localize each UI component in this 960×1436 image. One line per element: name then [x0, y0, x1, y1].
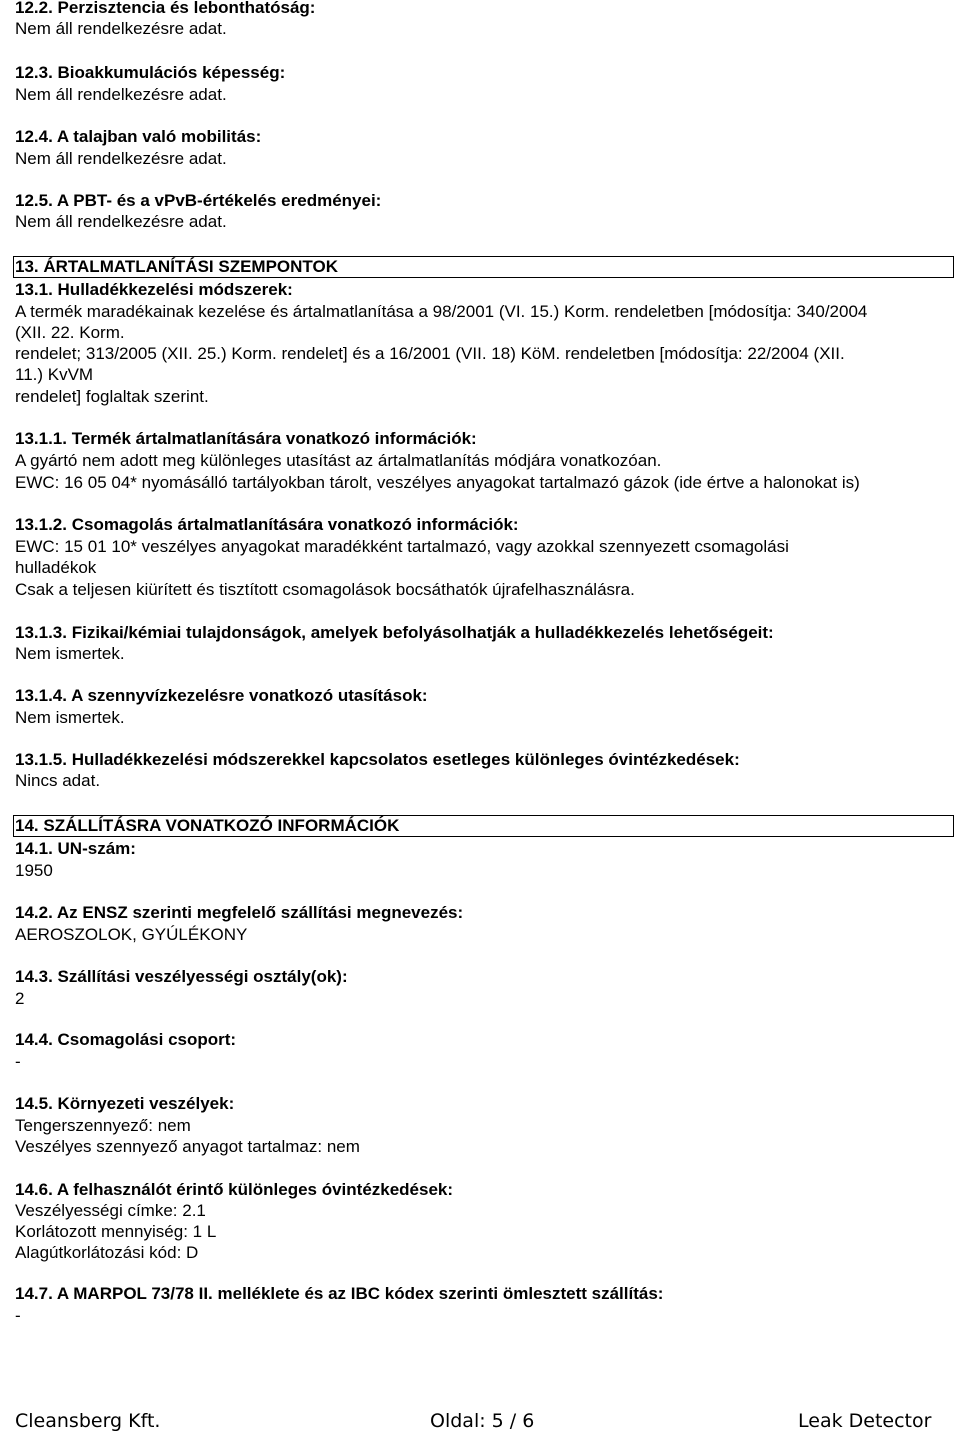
- text-14-6-line: Alagútkorlátozási kód: D: [15, 1243, 199, 1262]
- heading-14-6: 14.6. A felhasználót érintő különleges óvintézkedések:: [15, 1180, 454, 1199]
- text-13-1-2-line: Csak a teljesen kiürített és tisztított csomagolások bocsáthatók újrafelhasználásra.: [15, 580, 635, 599]
- text-12-3: Nem áll rendelkezésre adat.: [15, 85, 227, 104]
- text-13-1-line: rendelet] foglaltak szerint.: [15, 387, 209, 406]
- heading-14-1: 14.1. UN-szám:: [15, 839, 136, 858]
- text-14-3: 2: [15, 989, 25, 1008]
- heading-14-2: 14.2. Az ENSZ szerinti megfelelő szállítási megnevezés:: [15, 903, 464, 922]
- heading-13-1-4: 13.1.4. A szennyvízkezelésre vonatkozó utasítások:: [15, 686, 428, 705]
- text-13-1-line: (XII. 22. Korm.: [15, 323, 125, 342]
- footer-product-name: Leak Detector: [798, 1410, 932, 1432]
- section-14-title: 14. SZÁLLÍTÁSRA VONATKOZÓ INFORMÁCIÓK: [15, 816, 400, 835]
- heading-13-1-2: 13.1.2. Csomagolás ártalmatlanítására vonatkozó információk:: [15, 515, 519, 534]
- text-12-4: Nem áll rendelkezésre adat.: [15, 149, 227, 168]
- footer-company: Cleansberg Kft.: [15, 1410, 161, 1432]
- heading-12-4: 12.4. A talajban való mobilitás:: [15, 127, 262, 146]
- heading-12-3: 12.3. Bioakkumulációs képesség:: [15, 63, 286, 82]
- text-14-4: -: [15, 1052, 21, 1071]
- text-14-2: AEROSZOLOK, GYÚLÉKONY: [15, 925, 248, 944]
- text-13-1-line: rendelet; 313/2005 (XII. 25.) Korm. rendelet] és a 16/2001 (VII. 18) KöM. rendeletben [módosítja: 22/2004 (XII.: [15, 344, 845, 363]
- text-13-1-2-line: hulladékok: [15, 558, 97, 577]
- footer-page-number: Oldal: 5 / 6: [430, 1410, 535, 1432]
- heading-14-3: 14.3. Szállítási veszélyességi osztály(ok):: [15, 967, 348, 986]
- text-13-1-4: Nem ismertek.: [15, 708, 125, 727]
- text-12-2: Nem áll rendelkezésre adat.: [15, 19, 227, 38]
- text-14-1: 1950: [15, 861, 53, 880]
- text-13-1-2-line: EWC: 15 01 10* veszélyes anyagokat maradékként tartalmazó, vagy azokkal szennyezett csomagolási: [15, 537, 789, 556]
- text-13-1-3: Nem ismertek.: [15, 644, 125, 663]
- text-13-1-line: A termék maradékainak kezelése és ártalmatlanítása a 98/2001 (VI. 15.) Korm. rendeletben [módosítja: 340/2004: [15, 302, 868, 321]
- section-13-title: 13. ÁRTALMATLANÍTÁSI SZEMPONTOK: [15, 257, 338, 276]
- heading-13-1-3: 13.1.3. Fizikai/kémiai tulajdonságok, amelyek befolyásolhatják a hulladékkezelés lehetőségeit:: [15, 623, 774, 642]
- text-14-5-line: Veszélyes szennyező anyagot tartalmaz: nem: [15, 1137, 360, 1156]
- text-14-6-line: Veszélyességi címke: 2.1: [15, 1201, 206, 1220]
- heading-14-4: 14.4. Csomagolási csoport:: [15, 1030, 237, 1049]
- text-14-5-line: Tengerszennyező: nem: [15, 1116, 191, 1135]
- text-12-5: Nem áll rendelkezésre adat.: [15, 212, 227, 231]
- text-14-7: -: [15, 1306, 21, 1325]
- heading-13-1: 13.1. Hulladékkezelési módszerek:: [15, 280, 293, 299]
- text-13-1-line: 11.) KvVM: [15, 365, 94, 384]
- text-13-1-1-line: EWC: 16 05 04* nyomásálló tartályokban tárolt, veszélyes anyagokat tartalmazó gázok (ide értve a halonokat is): [15, 473, 860, 492]
- heading-14-5: 14.5. Környezeti veszélyek:: [15, 1094, 235, 1113]
- heading-13-1-5: 13.1.5. Hulladékkezelési módszerekkel kapcsolatos esetleges különleges óvintézkedések:: [15, 750, 740, 769]
- text-13-1-5: Nincs adat.: [15, 771, 101, 790]
- heading-12-5: 12.5. A PBT- és a vPvB-értékelés eredményei:: [15, 191, 382, 210]
- text-13-1-1-line: A gyártó nem adott meg különleges utasítást az ártalmatlanítás módjára vonatkozóan.: [15, 451, 662, 470]
- heading-13-1-1: 13.1.1. Termék ártalmatlanítására vonatkozó információk:: [15, 429, 477, 448]
- heading-12-2: 12.2. Perzisztencia és lebonthatóság:: [15, 0, 316, 17]
- heading-14-7: 14.7. A MARPOL 73/78 II. melléklete és az IBC kódex szerinti ömlesztett szállítás:: [15, 1284, 664, 1303]
- text-14-6-line: Korlátozott mennyiség: 1 L: [15, 1222, 217, 1241]
